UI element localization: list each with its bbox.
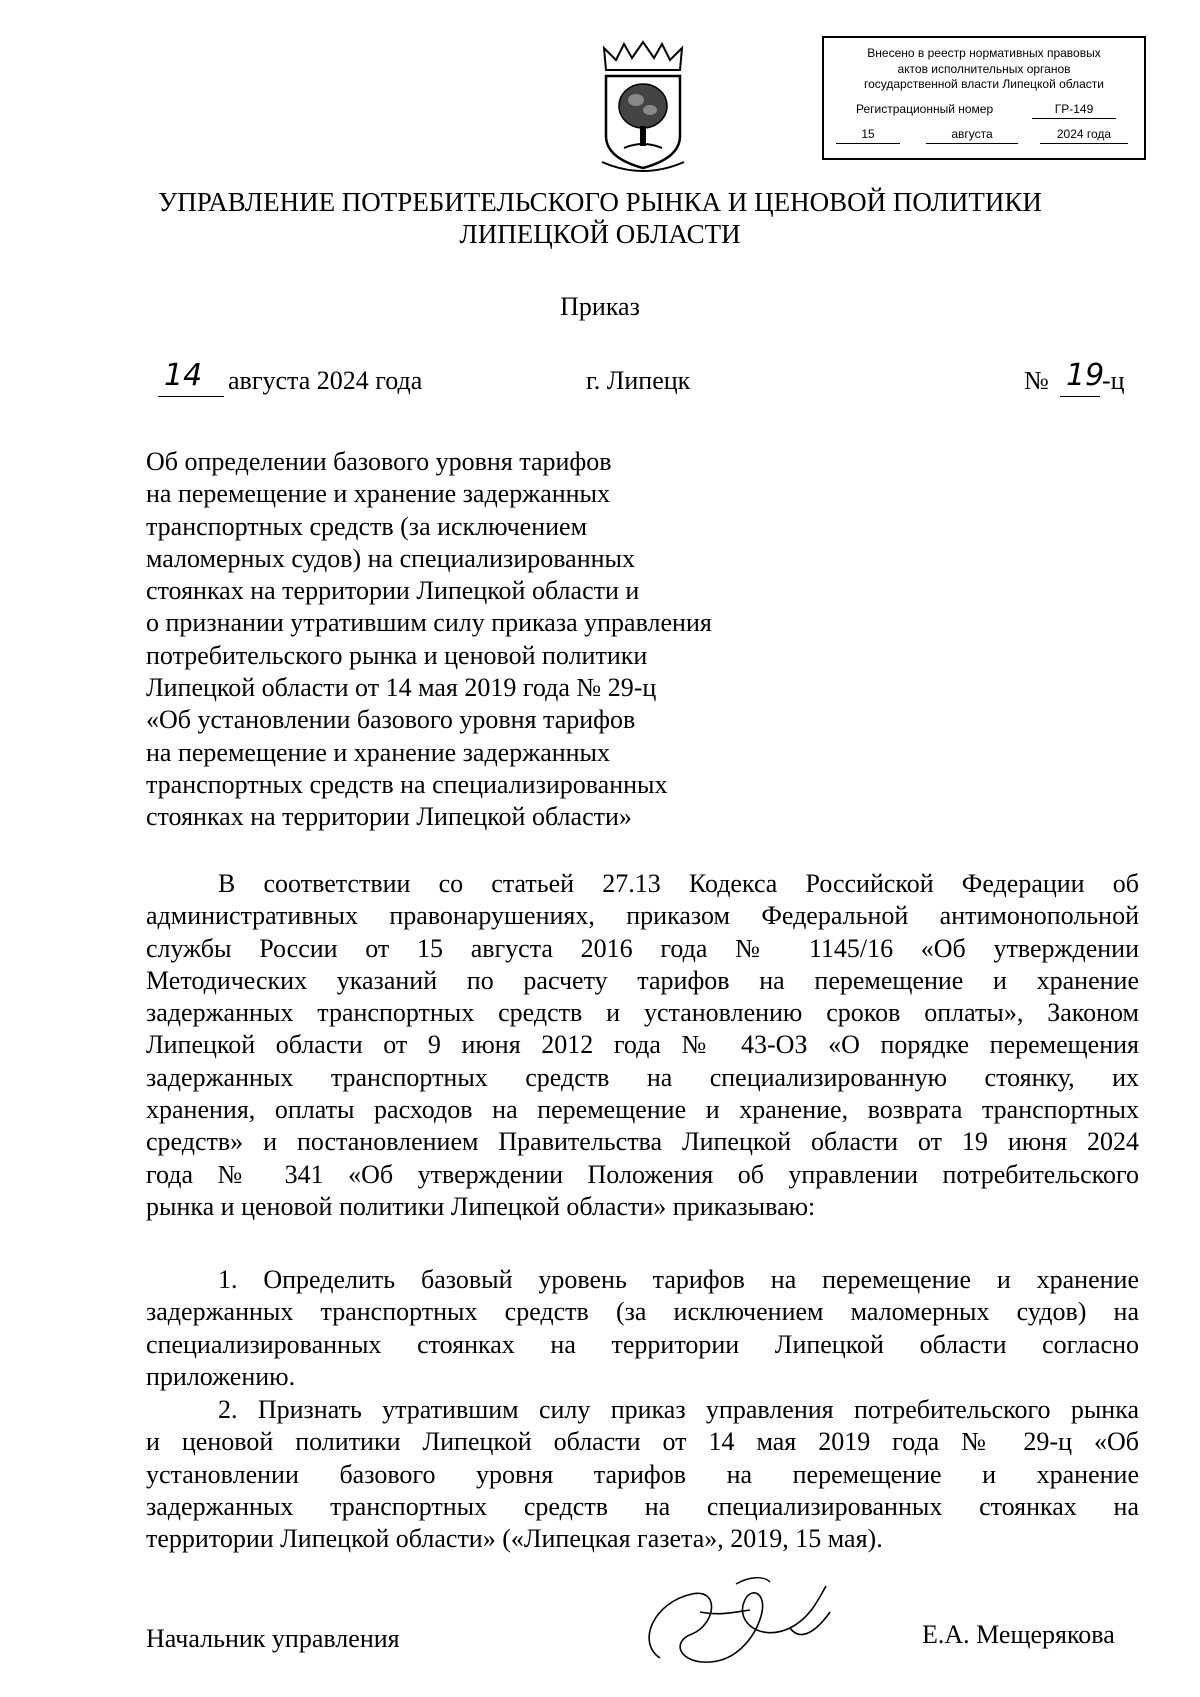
subject-line: потребительского рынка и ценовой политики [146, 640, 648, 670]
stamp-reg-label: Регистрационный номер [856, 102, 994, 116]
subject-line: Об определении базового уровня тарифов [146, 447, 612, 476]
stamp-day: 15 [836, 127, 900, 144]
item-2-line: задержанных транспортных средств на специализированных стоянках на [146, 1491, 1139, 1521]
document-number-handwritten: 19 [1066, 358, 1105, 393]
subject-line: на перемещение и хранение задержанных [146, 479, 611, 509]
date-day-field [158, 358, 224, 397]
subject-line: на перемещение и хранение задержанных [146, 737, 611, 767]
item-2-line: 2. Признать утратившим силу приказ управления потребительского рынка [218, 1395, 1139, 1424]
document-subject [146, 446, 786, 834]
agency-name [100, 186, 1100, 250]
stamp-month: августа [926, 127, 1018, 144]
city: г. Липецк [586, 366, 691, 395]
subject-line: «Об установлении базового уровня тарифов [146, 705, 636, 735]
coat-of-arms-icon [598, 40, 688, 178]
document-number-field [1060, 358, 1105, 397]
item-1-line: задержанных транспортных средств (за исключением маломерных судов) на [146, 1297, 1139, 1327]
stamp-year: 2024 года [1040, 127, 1128, 144]
item-1-line: 1. Определить базовый уровень тарифов на перемещение и хранение [218, 1265, 1139, 1294]
subject-line: стоянках на территории Липецкой области и [146, 576, 640, 606]
number-sign: № [1024, 366, 1049, 395]
preamble-line: задержанных транспортных средств на специализированную стоянку, их [146, 1062, 1139, 1092]
signer-title: Начальник управления [146, 1624, 400, 1653]
registry-stamp [822, 36, 1146, 160]
preamble-line: административных правонарушениях, приказом Федеральной антимонопольной [146, 901, 1139, 931]
subject-line: маломерных судов) на специализированных [146, 543, 636, 573]
stamp-line-1: Внесено в реестр нормативных правовых [867, 46, 1101, 60]
subject-line: транспортных средств (за исключением [146, 511, 588, 541]
signature-icon [640, 1572, 870, 1676]
preamble-line: рынка и ценовой политики Липецкой области» приказываю: [146, 1191, 816, 1221]
date-text: августа 2024 года [228, 366, 423, 395]
signer-name: Е.А. Мещерякова [922, 1620, 1115, 1649]
document-type: Приказ [560, 292, 640, 321]
stamp-reg-number: ГР-149 [1032, 102, 1116, 119]
item-2-line: территории Липецкой области» («Липецкая газета», 2019, 15 мая). [146, 1524, 883, 1554]
item-2-line: и ценовой политики Липецкой области от 14 мая 2019 года № 29-ц «Об [146, 1427, 1139, 1457]
agency-name-line-1: УПРАВЛЕНИЕ ПОТРЕБИТЕЛЬСКОГО РЫНКА И ЦЕНОВОЙ ПОЛИТИКИ [158, 187, 1042, 217]
subject-line: транспортных средств на специализированных [146, 769, 668, 799]
subject-line: о признании утратившим силу приказа управления [146, 608, 712, 638]
preamble-line: задержанных транспортных средств и установлению сроков оплаты», Законом [146, 998, 1139, 1028]
preamble-line: Методических указаний по расчету тарифов на перемещение и хранение [146, 965, 1139, 995]
order-item-2 [146, 1394, 1139, 1555]
subject-line: стоянках на территории Липецкой области» [146, 802, 632, 832]
preamble-paragraph [146, 868, 1139, 1223]
preamble-line: Липецкой области от 9 июня 2012 года № 43-ОЗ «О порядке перемещения [146, 1030, 1139, 1060]
preamble-line: службы России от 15 августа 2016 года № 1145/16 «Об утверждении [146, 933, 1139, 963]
preamble-line: В соответствии со статьей 27.13 Кодекса Российской Федерации об [218, 869, 1139, 898]
item-1-line: специализированных стоянках на территории Липецкой области согласно [146, 1329, 1139, 1359]
number-suffix: -ц [1102, 366, 1125, 395]
stamp-line-3: государственной власти Липецкой области [863, 77, 1105, 91]
order-item-1 [146, 1264, 1139, 1393]
stamp-line-2: актов исполнительных органов [897, 61, 1071, 76]
preamble-line: хранения, оплаты расходов на перемещение и хранение, возврата транспортных [146, 1095, 1139, 1125]
subject-line: Липецкой области от 14 мая 2019 года № 29-ц [146, 673, 657, 703]
agency-name-line-2: ЛИПЕЦКОЙ ОБЛАСТИ [459, 219, 741, 249]
item-2-line: установлении базового уровня тарифов на перемещение и хранение [146, 1459, 1139, 1489]
item-1-line: приложению. [146, 1361, 296, 1391]
preamble-line: средств» и постановлением Правительства Липецкой области от 19 июня 2024 [146, 1127, 1139, 1157]
date-day-handwritten: 14 [164, 358, 203, 393]
preamble-line: года № 341 «Об утверждении Положения об управлении потребительского [146, 1159, 1139, 1189]
